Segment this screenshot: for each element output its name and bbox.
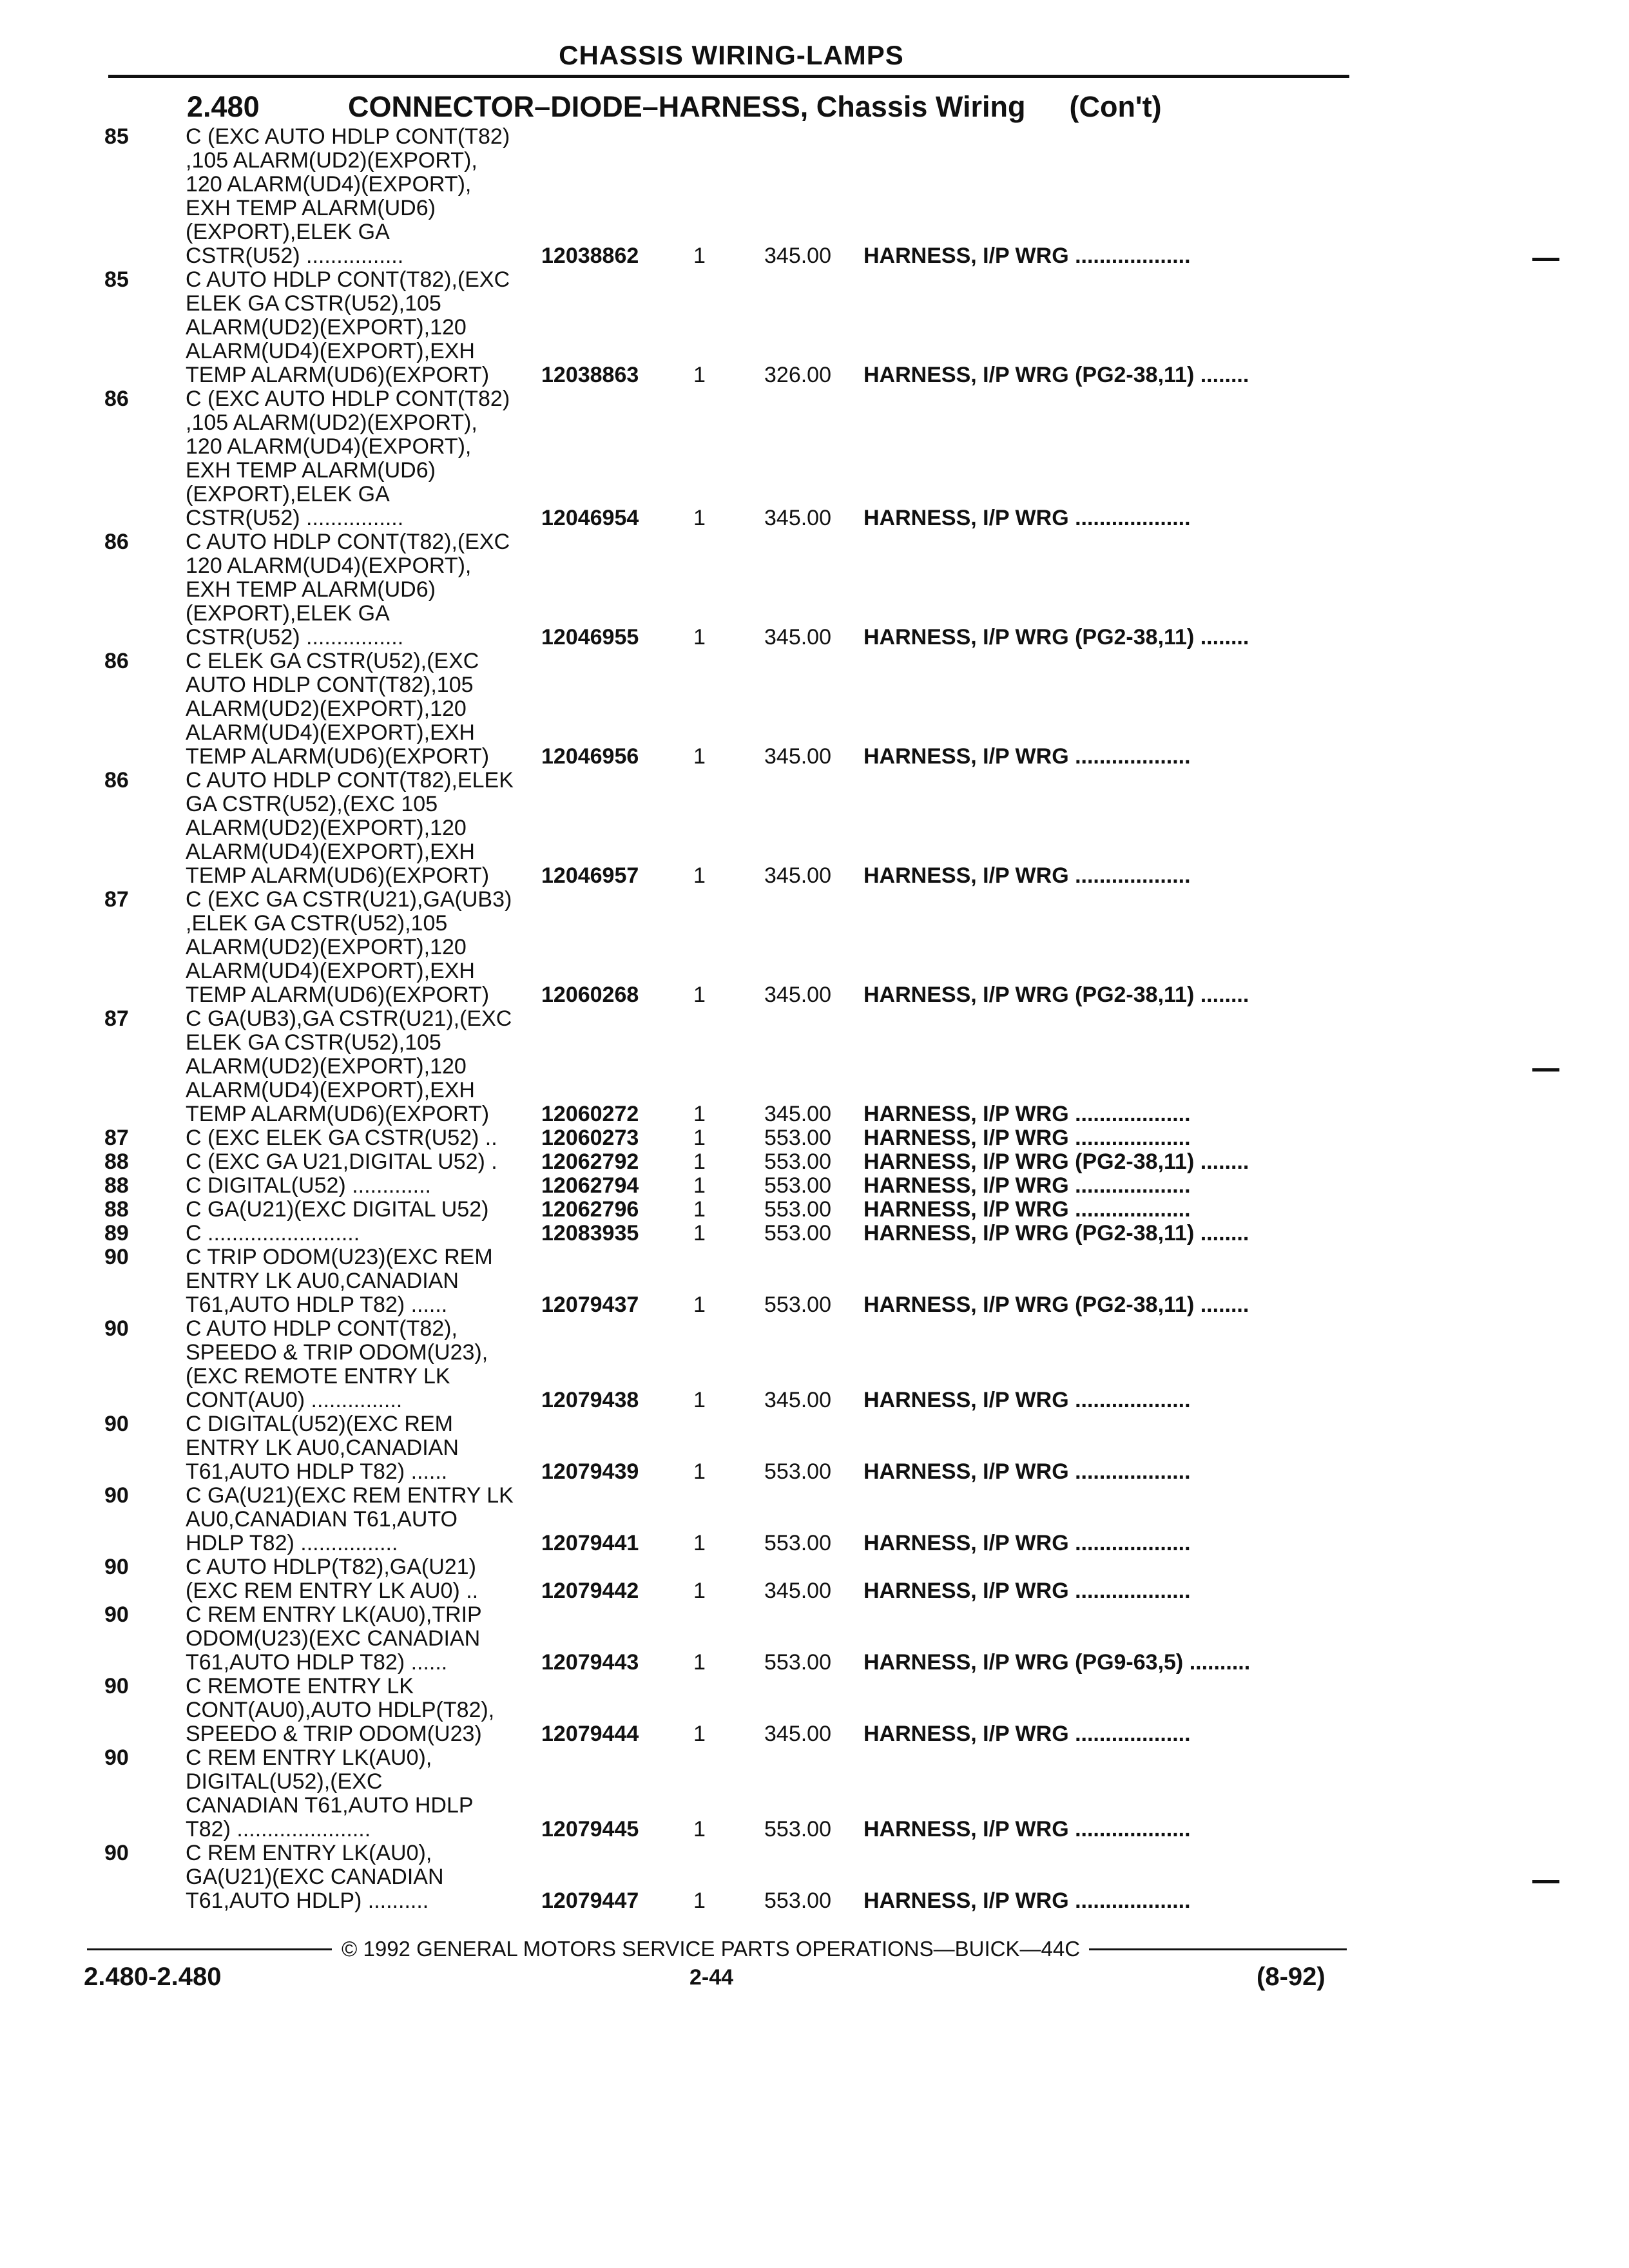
part-description: ENTRY LK AU0,CANADIAN xyxy=(186,1436,459,1460)
part-description: 120 ALARM(UD4)(EXPORT), xyxy=(186,434,472,459)
quantity: 1 xyxy=(693,625,706,649)
price: 553.00 xyxy=(764,1817,831,1841)
part-number: 12060268 xyxy=(541,983,639,1007)
part-number: 12060272 xyxy=(541,1102,639,1126)
ref-number: 85 xyxy=(104,124,129,149)
quantity: 1 xyxy=(693,1888,706,1913)
part-description: TEMP ALARM(UD6)(EXPORT) xyxy=(186,863,490,888)
part-description: ALARM(UD4)(EXPORT),EXH xyxy=(186,720,475,745)
section-number: 2.480 xyxy=(187,90,260,123)
price: 326.00 xyxy=(764,363,831,387)
ref-number: 86 xyxy=(104,387,129,411)
part-name: HARNESS, I/P WRG ................... xyxy=(863,1459,1191,1484)
quantity: 1 xyxy=(693,1293,706,1317)
part-description: C AUTO HDLP CONT(T82),(EXC xyxy=(186,267,510,292)
table-row xyxy=(0,1126,1629,1150)
table-row xyxy=(0,1841,1629,1865)
part-description: ODOM(U23)(EXC CANADIAN xyxy=(186,1626,481,1651)
price: 553.00 xyxy=(764,1149,831,1174)
table-row xyxy=(0,745,1629,769)
table-row xyxy=(0,1484,1629,1508)
table-row xyxy=(0,1579,1629,1603)
table-row xyxy=(0,959,1629,983)
part-name: HARNESS, I/P WRG (PG2-38,11) ........ xyxy=(863,1221,1249,1245)
part-description: C GA(U21)(EXC DIGITAL U52) xyxy=(186,1197,489,1222)
table-row xyxy=(0,554,1629,578)
part-description: C ELEK GA CSTR(U52),(EXC xyxy=(186,649,479,673)
part-description: C REM ENTRY LK(AU0), xyxy=(186,1745,432,1770)
footer-rule-right xyxy=(1089,1948,1347,1950)
ref-number: 87 xyxy=(104,887,129,912)
table-row xyxy=(0,459,1629,483)
part-name: HARNESS, I/P WRG (PG2-38,11) ........ xyxy=(863,625,1249,649)
margin-tick xyxy=(1532,1880,1559,1883)
ref-number: 90 xyxy=(104,1245,129,1269)
part-description: C (EXC AUTO HDLP CONT(T82) xyxy=(186,124,510,149)
margin-tick xyxy=(1532,258,1559,261)
price: 345.00 xyxy=(764,1388,831,1412)
table-row xyxy=(0,1198,1629,1222)
table-row xyxy=(0,602,1629,626)
part-description: HDLP T82) ................ xyxy=(186,1531,398,1555)
part-name: HARNESS, I/P WRG (PG2-38,11) ........ xyxy=(863,363,1249,387)
part-description: C AUTO HDLP CONT(T82),(EXC xyxy=(186,530,510,554)
ref-number: 88 xyxy=(104,1149,129,1174)
part-name: HARNESS, I/P WRG (PG9-63,5) .......... xyxy=(863,1650,1251,1675)
price: 345.00 xyxy=(764,1722,831,1746)
table-row xyxy=(0,1317,1629,1341)
part-description: DIGITAL(U52),(EXC xyxy=(186,1769,383,1794)
part-name: HARNESS, I/P WRG ................... xyxy=(863,744,1191,769)
table-row xyxy=(0,244,1629,268)
quantity: 1 xyxy=(693,744,706,769)
part-number: 12079441 xyxy=(541,1531,639,1555)
part-description: ALARM(UD2)(EXPORT),120 xyxy=(186,1054,467,1079)
table-row xyxy=(0,435,1629,459)
table-row xyxy=(0,483,1629,506)
part-description: ALARM(UD4)(EXPORT),EXH xyxy=(186,959,475,983)
table-row xyxy=(0,363,1629,387)
part-description: ,105 ALARM(UD2)(EXPORT), xyxy=(186,148,477,173)
part-description: C AUTO HDLP CONT(T82),ELEK xyxy=(186,768,514,793)
ref-number: 88 xyxy=(104,1197,129,1222)
table-row xyxy=(0,1460,1629,1484)
table-row xyxy=(0,268,1629,292)
part-description: C ......................... xyxy=(186,1221,360,1245)
quantity: 1 xyxy=(693,1817,706,1841)
table-row xyxy=(0,1341,1629,1365)
part-description: ALARM(UD4)(EXPORT),EXH xyxy=(186,1078,475,1102)
table-row xyxy=(0,1889,1629,1913)
price: 553.00 xyxy=(764,1459,831,1484)
footer-date: (8-92) xyxy=(1257,1963,1325,1991)
table-row xyxy=(0,1245,1629,1269)
part-number: 12062796 xyxy=(541,1197,639,1222)
part-name: HARNESS, I/P WRG (PG2-38,11) ........ xyxy=(863,1149,1249,1174)
part-description: CONT(AU0),AUTO HDLP(T82), xyxy=(186,1698,495,1722)
table-row xyxy=(0,888,1629,912)
part-description: EXH TEMP ALARM(UD6) xyxy=(186,458,436,483)
part-name: HARNESS, I/P WRG ................... xyxy=(863,1388,1191,1412)
part-description: C DIGITAL(U52) ............. xyxy=(186,1173,431,1198)
table-row xyxy=(0,1698,1629,1722)
part-number: 12079443 xyxy=(541,1650,639,1675)
part-description: T82) ...................... xyxy=(186,1817,371,1841)
page-title: CHASSIS WIRING-LAMPS xyxy=(559,40,904,70)
part-name: HARNESS, I/P WRG ................... xyxy=(863,1102,1191,1126)
ref-number: 86 xyxy=(104,530,129,554)
table-row xyxy=(0,1150,1629,1174)
table-row xyxy=(0,1102,1629,1126)
part-description: T61,AUTO HDLP T82) ...... xyxy=(186,1650,448,1675)
price: 553.00 xyxy=(764,1293,831,1317)
table-row xyxy=(0,721,1629,745)
part-description: C REM ENTRY LK(AU0),TRIP xyxy=(186,1602,482,1627)
quantity: 1 xyxy=(693,1722,706,1746)
part-description: C GA(UB3),GA CSTR(U21),(EXC xyxy=(186,1006,512,1031)
table-row xyxy=(0,530,1629,554)
table-row xyxy=(0,626,1629,649)
table-row xyxy=(0,197,1629,220)
part-description: C (EXC GA U21,DIGITAL U52) . xyxy=(186,1149,497,1174)
part-name: HARNESS, I/P WRG ................... xyxy=(863,244,1191,268)
ref-number: 90 xyxy=(104,1602,129,1627)
part-description: (EXC REM ENTRY LK AU0) .. xyxy=(186,1579,479,1603)
footer-range: 2.480-2.480 xyxy=(84,1963,222,1991)
part-description: TEMP ALARM(UD6)(EXPORT) xyxy=(186,1102,490,1126)
part-description: ENTRY LK AU0,CANADIAN xyxy=(186,1269,459,1293)
price: 345.00 xyxy=(764,244,831,268)
quantity: 1 xyxy=(693,1126,706,1150)
part-name: HARNESS, I/P WRG ................... xyxy=(863,506,1191,530)
price: 553.00 xyxy=(764,1221,831,1245)
part-description: AU0,CANADIAN T61,AUTO xyxy=(186,1507,458,1532)
part-description: TEMP ALARM(UD6)(EXPORT) xyxy=(186,744,490,769)
part-description: ALARM(UD4)(EXPORT),EXH xyxy=(186,840,475,864)
table-row xyxy=(0,936,1629,959)
part-description: TEMP ALARM(UD6)(EXPORT) xyxy=(186,983,490,1007)
quantity: 1 xyxy=(693,1531,706,1555)
quantity: 1 xyxy=(693,506,706,530)
table-row xyxy=(0,411,1629,435)
table-row xyxy=(0,1818,1629,1841)
ref-number: 90 xyxy=(104,1316,129,1341)
part-description: AUTO HDLP CONT(T82),105 xyxy=(186,673,474,697)
part-description: ALARM(UD4)(EXPORT),EXH xyxy=(186,339,475,363)
part-description: C AUTO HDLP(T82),GA(U21) xyxy=(186,1555,476,1579)
table-row xyxy=(0,816,1629,840)
price: 553.00 xyxy=(764,1888,831,1913)
table-row xyxy=(0,1627,1629,1651)
ref-number: 90 xyxy=(104,1555,129,1579)
price: 345.00 xyxy=(764,1579,831,1603)
table-row xyxy=(0,1222,1629,1245)
section-name: CONNECTOR–DIODE–HARNESS, Chassis Wiring xyxy=(348,90,1026,123)
price: 345.00 xyxy=(764,1102,831,1126)
table-row xyxy=(0,1865,1629,1889)
table-row xyxy=(0,673,1629,697)
parts-list xyxy=(0,125,1629,1913)
quantity: 1 xyxy=(693,1388,706,1412)
part-number: 12079438 xyxy=(541,1388,639,1412)
part-number: 12046956 xyxy=(541,744,639,769)
table-row xyxy=(0,1532,1629,1555)
part-description: C DIGITAL(U52)(EXC REM xyxy=(186,1412,453,1436)
quantity: 1 xyxy=(693,1221,706,1245)
part-description: ,105 ALARM(UD2)(EXPORT), xyxy=(186,410,477,435)
table-row xyxy=(0,387,1629,411)
table-row xyxy=(0,1055,1629,1079)
part-name: HARNESS, I/P WRG ................... xyxy=(863,863,1191,888)
part-description: ,ELEK GA CSTR(U52),105 xyxy=(186,911,448,936)
price: 553.00 xyxy=(764,1126,831,1150)
part-name: HARNESS, I/P WRG (PG2-38,11) ........ xyxy=(863,983,1249,1007)
price: 553.00 xyxy=(764,1197,831,1222)
part-description: T61,AUTO HDLP T82) ...... xyxy=(186,1459,448,1484)
part-description: C AUTO HDLP CONT(T82), xyxy=(186,1316,458,1341)
part-description: ALARM(UD2)(EXPORT),120 xyxy=(186,816,467,840)
part-number: 12038862 xyxy=(541,244,639,268)
price: 345.00 xyxy=(764,863,831,888)
table-row xyxy=(0,1007,1629,1031)
table-row xyxy=(0,578,1629,602)
part-name: HARNESS, I/P WRG (PG2-38,11) ........ xyxy=(863,1293,1249,1317)
quantity: 1 xyxy=(693,1197,706,1222)
part-description: GA CSTR(U52),(EXC 105 xyxy=(186,792,438,816)
part-number: 12060273 xyxy=(541,1126,639,1150)
part-number: 12079442 xyxy=(541,1579,639,1603)
quantity: 1 xyxy=(693,244,706,268)
part-description: CSTR(U52) ................ xyxy=(186,506,404,530)
footer-rule-left xyxy=(87,1948,332,1950)
part-description: CANADIAN T61,AUTO HDLP xyxy=(186,1793,474,1818)
table-row xyxy=(0,983,1629,1007)
part-number: 12079439 xyxy=(541,1459,639,1484)
part-number: 12046955 xyxy=(541,625,639,649)
quantity: 1 xyxy=(693,863,706,888)
part-description: EXH TEMP ALARM(UD6) xyxy=(186,577,436,602)
table-row xyxy=(0,840,1629,864)
part-number: 12062792 xyxy=(541,1149,639,1174)
part-description: SPEEDO & TRIP ODOM(U23) xyxy=(186,1722,482,1746)
table-row xyxy=(0,1436,1629,1460)
ref-number: 86 xyxy=(104,768,129,793)
quantity: 1 xyxy=(693,1459,706,1484)
part-name: HARNESS, I/P WRG ................... xyxy=(863,1888,1191,1913)
ref-number: 86 xyxy=(104,649,129,673)
part-description: T61,AUTO HDLP T82) ...... xyxy=(186,1293,448,1317)
part-description: 120 ALARM(UD4)(EXPORT), xyxy=(186,172,472,197)
table-row xyxy=(0,1722,1629,1746)
table-row xyxy=(0,125,1629,149)
ref-number: 87 xyxy=(104,1006,129,1031)
ref-number: 90 xyxy=(104,1745,129,1770)
part-description: C (EXC ELEK GA CSTR(U52) .. xyxy=(186,1126,497,1150)
part-name: HARNESS, I/P WRG ................... xyxy=(863,1197,1191,1222)
table-row xyxy=(0,1174,1629,1198)
ref-number: 90 xyxy=(104,1483,129,1508)
quantity: 1 xyxy=(693,983,706,1007)
section-continued: (Con't) xyxy=(1069,90,1162,123)
section-heading xyxy=(187,90,1162,124)
table-row xyxy=(0,769,1629,793)
table-row xyxy=(0,1794,1629,1818)
table-row xyxy=(0,149,1629,173)
table-row xyxy=(0,912,1629,936)
part-description: (EXPORT),ELEK GA xyxy=(186,482,390,506)
table-row xyxy=(0,1365,1629,1389)
quantity: 1 xyxy=(693,1102,706,1126)
part-description: C (EXC GA CSTR(U21),GA(UB3) xyxy=(186,887,512,912)
part-name: HARNESS, I/P WRG ................... xyxy=(863,1722,1191,1746)
table-row xyxy=(0,173,1629,197)
part-description: ELEK GA CSTR(U52),105 xyxy=(186,1030,441,1055)
part-description: (EXPORT),ELEK GA xyxy=(186,220,390,244)
header-rule xyxy=(108,75,1349,78)
quantity: 1 xyxy=(693,1579,706,1603)
ref-number: 90 xyxy=(104,1841,129,1865)
part-name: HARNESS, I/P WRG ................... xyxy=(863,1126,1191,1150)
part-description: C GA(U21)(EXC REM ENTRY LK xyxy=(186,1483,514,1508)
table-row xyxy=(0,793,1629,816)
part-number: 12046954 xyxy=(541,506,639,530)
table-row xyxy=(0,1603,1629,1627)
table-row xyxy=(0,1412,1629,1436)
part-description: EXH TEMP ALARM(UD6) xyxy=(186,196,436,220)
table-row xyxy=(0,1079,1629,1102)
part-description: GA(U21)(EXC CANADIAN xyxy=(186,1865,444,1889)
table-row xyxy=(0,340,1629,363)
part-number: 12079444 xyxy=(541,1722,639,1746)
ref-number: 90 xyxy=(104,1412,129,1436)
part-name: HARNESS, I/P WRG ................... xyxy=(863,1579,1191,1603)
part-description: C TRIP ODOM(U23)(EXC REM xyxy=(186,1245,493,1269)
quantity: 1 xyxy=(693,1650,706,1675)
margin-tick xyxy=(1532,1068,1559,1072)
table-row xyxy=(0,1555,1629,1579)
table-row xyxy=(0,1031,1629,1055)
ref-number: 85 xyxy=(104,267,129,292)
ref-number: 90 xyxy=(104,1674,129,1698)
part-description: CSTR(U52) ................ xyxy=(186,244,404,268)
part-name: HARNESS, I/P WRG ................... xyxy=(863,1173,1191,1198)
part-description: T61,AUTO HDLP) .......... xyxy=(186,1888,429,1913)
part-description: C REM ENTRY LK(AU0), xyxy=(186,1841,432,1865)
part-description: CONT(AU0) ............... xyxy=(186,1388,403,1412)
part-name: HARNESS, I/P WRG ................... xyxy=(863,1531,1191,1555)
quantity: 1 xyxy=(693,1173,706,1198)
quantity: 1 xyxy=(693,1149,706,1174)
price: 345.00 xyxy=(764,506,831,530)
table-row xyxy=(0,316,1629,340)
table-row xyxy=(0,220,1629,244)
table-row xyxy=(0,1508,1629,1532)
table-row xyxy=(0,1746,1629,1770)
footer-page-number: 2-44 xyxy=(689,1965,734,1990)
ref-number: 89 xyxy=(104,1221,129,1245)
part-number: 12083935 xyxy=(541,1221,639,1245)
table-row xyxy=(0,1770,1629,1794)
ref-number: 87 xyxy=(104,1126,129,1150)
part-number: 12079447 xyxy=(541,1888,639,1913)
part-description: C REMOTE ENTRY LK xyxy=(186,1674,414,1698)
part-number: 12062794 xyxy=(541,1173,639,1198)
table-row xyxy=(0,1389,1629,1412)
part-number: 12079445 xyxy=(541,1817,639,1841)
part-description: C (EXC AUTO HDLP CONT(T82) xyxy=(186,387,510,411)
table-row xyxy=(0,1675,1629,1698)
price: 345.00 xyxy=(764,625,831,649)
table-row xyxy=(0,1293,1629,1317)
footer-copyright: © 1992 GENERAL MOTORS SERVICE PARTS OPERATIONS—BUICK—44C xyxy=(342,1937,1081,1961)
price: 553.00 xyxy=(764,1173,831,1198)
price: 345.00 xyxy=(764,983,831,1007)
part-description: ALARM(UD2)(EXPORT),120 xyxy=(186,935,467,959)
table-row xyxy=(0,697,1629,721)
quantity: 1 xyxy=(693,363,706,387)
part-description: ELEK GA CSTR(U52),105 xyxy=(186,291,441,316)
part-description: (EXPORT),ELEK GA xyxy=(186,601,390,626)
part-description: (EXC REMOTE ENTRY LK xyxy=(186,1364,450,1389)
table-row xyxy=(0,649,1629,673)
part-number: 12046957 xyxy=(541,863,639,888)
part-description: ALARM(UD2)(EXPORT),120 xyxy=(186,315,467,340)
table-row xyxy=(0,506,1629,530)
price: 345.00 xyxy=(764,744,831,769)
table-row xyxy=(0,864,1629,888)
part-name: HARNESS, I/P WRG ................... xyxy=(863,1817,1191,1841)
table-row xyxy=(0,1651,1629,1675)
part-description: CSTR(U52) ................ xyxy=(186,625,404,649)
table-row xyxy=(0,1269,1629,1293)
part-description: TEMP ALARM(UD6)(EXPORT) xyxy=(186,363,490,387)
price: 553.00 xyxy=(764,1531,831,1555)
table-row xyxy=(0,292,1629,316)
part-description: ALARM(UD2)(EXPORT),120 xyxy=(186,697,467,721)
part-description: 120 ALARM(UD4)(EXPORT), xyxy=(186,553,472,578)
price: 553.00 xyxy=(764,1650,831,1675)
part-description: SPEEDO & TRIP ODOM(U23), xyxy=(186,1340,488,1365)
part-number: 12038863 xyxy=(541,363,639,387)
part-number: 12079437 xyxy=(541,1293,639,1317)
ref-number: 88 xyxy=(104,1173,129,1198)
